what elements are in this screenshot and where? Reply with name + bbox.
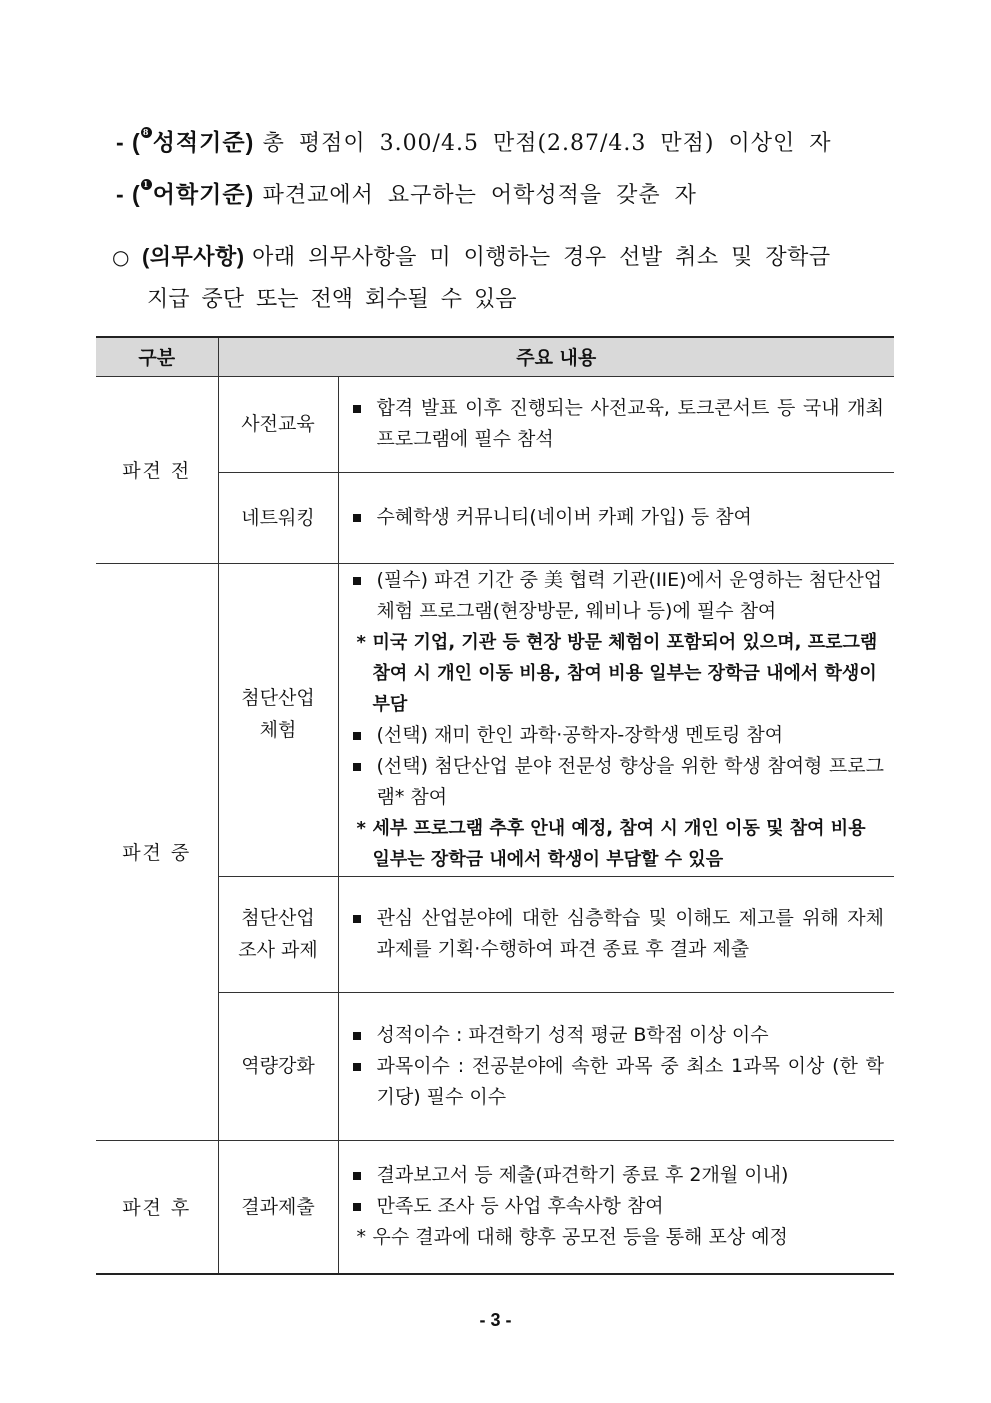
list-item: (선택) 첨단산업 분야 전문성 향상을 위한 학생 참여형 프로그램* 참여 [351, 751, 885, 813]
list-item: 과목이수 : 전공분야에 속한 과목 중 최소 1과목 이상 (한 학기당) 필수 이수 [351, 1051, 885, 1113]
table-row [96, 1140, 894, 1274]
category-after: 파견 후 [96, 1140, 218, 1274]
list-item: 만족도 조사 등 사업 후속사항 참여 [351, 1191, 885, 1222]
list-item: (선택) 재미 한인 과학·공학자-장학생 멘토링 참여 [351, 720, 885, 751]
criteria-label: 어학기준 [152, 181, 246, 207]
duty-text-line1: 아래 의무사항을 미 이행하는 경우 선발 취소 및 장학금 [252, 245, 831, 270]
sub-pre-education: 사전교육 [218, 376, 338, 472]
square-bullet-icon [353, 514, 361, 522]
category-before: 파견 전 [96, 376, 218, 563]
square-bullet-icon [353, 915, 361, 923]
duty-label: (의무사항) [141, 244, 245, 269]
square-bullet-icon [353, 1172, 361, 1180]
square-bullet-icon [353, 732, 361, 740]
note-item: * 세부 프로그램 추후 안내 예정, 참여 시 개인 이동 및 참여 비용 일부는 장학금 내에서 학생이 부담할 수 있음 [356, 817, 866, 870]
sub-industry-experience: 첨단산업 체험 [218, 563, 338, 876]
criteria-language: - ( 1 어학기준) 파견교에서 요구하는 어학성적을 갖춘 자 [116, 179, 697, 208]
page-number: - 3 - [479, 1310, 512, 1330]
content-cell [338, 876, 894, 992]
header-content: 주요 내용 [218, 337, 894, 376]
criteria-grade: - ( 8 성적기준) 총 평점이 3.00/4.5 만점(2.87/4.3 만점) 이상인 자 [116, 127, 832, 156]
content-cell [338, 563, 894, 876]
list-item: 결과보고서 등 제출(파견학기 종료 후 2개월 이내) [351, 1160, 885, 1191]
content-cell [338, 472, 894, 563]
content-cell [338, 1140, 894, 1274]
hollow-circle-bullet-icon: ○ [112, 245, 130, 269]
duty-paragraph [112, 240, 831, 271]
list-item: 관심 산업분야에 대한 심층학습 및 이해도 제고를 위해 자체 과제를 기획·수행하여 파견 종료 후 결과 제출 [351, 903, 885, 965]
list-item: 수혜학생 커뮤니티(네이버 카페 가입) 등 참여 [351, 502, 885, 533]
list-item: 성적이수 : 파견학기 성적 평균 B학점 이상 이수 [351, 1020, 885, 1051]
note-item: * 우수 결과에 대해 향후 공모전 등을 통해 포상 예정 [356, 1226, 788, 1249]
sub-research-assignment: 첨단산업 조사 과제 [218, 876, 338, 992]
table-row [96, 376, 894, 472]
table-row [96, 563, 894, 876]
header-category: 구분 [96, 337, 218, 376]
list-item: (필수) 파견 기간 중 美 협력 기관(IIE)에서 운영하는 첨단산업 체험 프로그램(현장방문, 웨비나 등)에 필수 참여 [351, 565, 885, 627]
sub-capacity-building: 역량강화 [218, 992, 338, 1140]
obligations-table [96, 336, 894, 1275]
criteria-label: 성적기준 [152, 129, 246, 155]
numbered-marker-icon: 8 [141, 127, 152, 138]
category-during: 파견 중 [96, 563, 218, 1140]
sub-networking: 네트워킹 [218, 472, 338, 563]
square-bullet-icon [353, 763, 361, 771]
criteria-text: 총 평점이 3.00/4.5 만점(2.87/4.3 만점) 이상인 자 [262, 131, 832, 156]
list-item: 합격 발표 이후 진행되는 사전교육, 토크콘서트 등 국내 개최 프로그램에 필수 참석 [351, 393, 885, 455]
table-header-row [96, 337, 894, 376]
duty-text-line2: 지급 중단 또는 전액 회수될 수 있음 [147, 287, 517, 312]
square-bullet-icon [353, 405, 361, 413]
square-bullet-icon [353, 577, 361, 585]
content-cell [338, 376, 894, 472]
sub-result-submission: 결과제출 [218, 1140, 338, 1274]
square-bullet-icon [353, 1032, 361, 1040]
criteria-text: 파견교에서 요구하는 어학성적을 갖춘 자 [262, 183, 697, 208]
numbered-marker-icon: 1 [141, 179, 152, 190]
square-bullet-icon [353, 1063, 361, 1071]
square-bullet-icon [353, 1203, 361, 1211]
content-cell [338, 992, 894, 1140]
note-item: * 미국 기업, 기관 등 현장 방문 체험이 포함되어 있으며, 프로그램 참여 시 개인 이동 비용, 참여 비용 일부는 장학금 내에서 학생이 부담 [356, 631, 878, 715]
